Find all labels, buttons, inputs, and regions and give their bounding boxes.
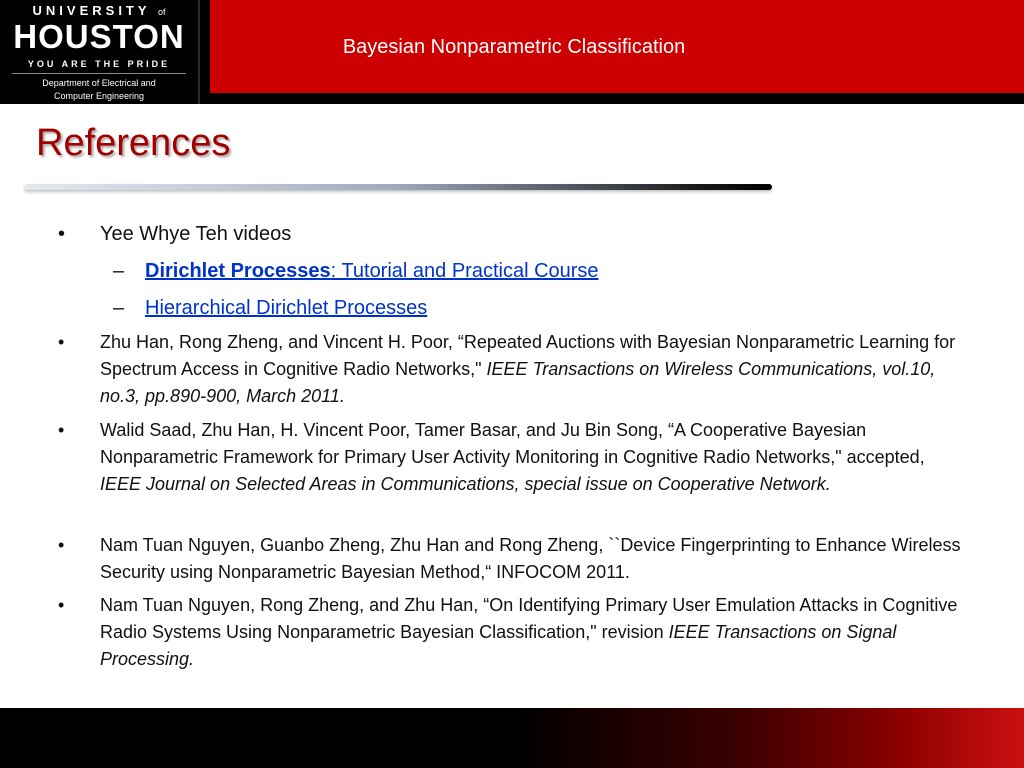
reference-text: Nam Tuan Nguyen, Guanbo Zheng, Zhu Han and Rong Zheng, ``Device Fingerprinting to Enhance Wireless Security using Nonparametric Bayesian Method,“ INFOCOM 2011. <box>100 535 961 582</box>
reference-journal: IEEE Transactions on Signal Processing. <box>100 622 897 669</box>
dash-icon: – <box>113 260 125 282</box>
list-item-text: Yee Whye Teh videos <box>100 223 292 245</box>
list-item <box>58 532 970 586</box>
hierarchical-dirichlet-processes-link[interactable]: Hierarchical Dirichlet Processes <box>145 297 428 319</box>
reference-journal: IEEE Transactions on Wireless Communications, vol.10, no.3, pp.890-900, March 2011. <box>100 359 936 406</box>
dash-icon: – <box>113 297 125 319</box>
bullet-icon: • <box>58 420 65 440</box>
list-item <box>113 258 945 285</box>
department-line-1: Department of Electrical and <box>42 78 156 88</box>
title-underline <box>24 184 772 190</box>
bullet-icon: • <box>58 223 66 245</box>
link-text: : Tutorial and Practical Course <box>330 260 599 282</box>
list-item <box>58 221 970 248</box>
reference-journal: IEEE Journal on Selected Areas in Communications, special issue on Cooperative Network. <box>100 474 831 494</box>
footer-bar <box>0 708 1024 768</box>
department-line-2: Computer Engineering <box>53 91 145 101</box>
slide-title: References <box>36 122 231 164</box>
bullet-icon: • <box>58 535 65 555</box>
reference-text: Zhu Han, Rong Zheng, and Vincent H. Poor, “Repeated Auctions with Bayesian Nonparametric Learning for Spectrum Access in Cognitive Radio Networks," <box>100 332 956 379</box>
university-logo <box>0 0 200 104</box>
presentation-title: Bayesian Nonparametric Classification <box>342 36 686 58</box>
link-bold-text: Dirichlet Processes <box>145 260 331 282</box>
logo-university-text: UNIVERSITY <box>32 3 151 18</box>
list-item <box>113 295 945 322</box>
dirichlet-processes-link[interactable] <box>145 260 599 282</box>
list-item <box>58 417 970 498</box>
logo-tagline: YOU ARE THE PRIDE <box>27 59 171 69</box>
logo-divider <box>12 73 186 74</box>
department-name <box>20 77 178 103</box>
logo-houston-text: HOUSTON <box>13 18 185 55</box>
logo-of-text: of <box>157 7 166 17</box>
bullet-icon: • <box>58 332 65 352</box>
reference-text: Nam Tuan Nguyen, Rong Zheng, and Zhu Han, “On Identifying Primary User Emulation Attacks in Cognitive Radio Systems Using Nonparametric Bayesian Classification," revision <box>100 595 958 642</box>
list-item <box>58 592 970 673</box>
reference-text: Walid Saad, Zhu Han, H. Vincent Poor, Tamer Basar, and Ju Bin Song, “A Cooperative Bayesian Nonparametric Framework for Primary User Activity Monitoring in Cognitive Radio Networks," accepted, <box>100 420 925 467</box>
list-item <box>58 329 970 410</box>
bullet-icon: • <box>58 595 65 615</box>
